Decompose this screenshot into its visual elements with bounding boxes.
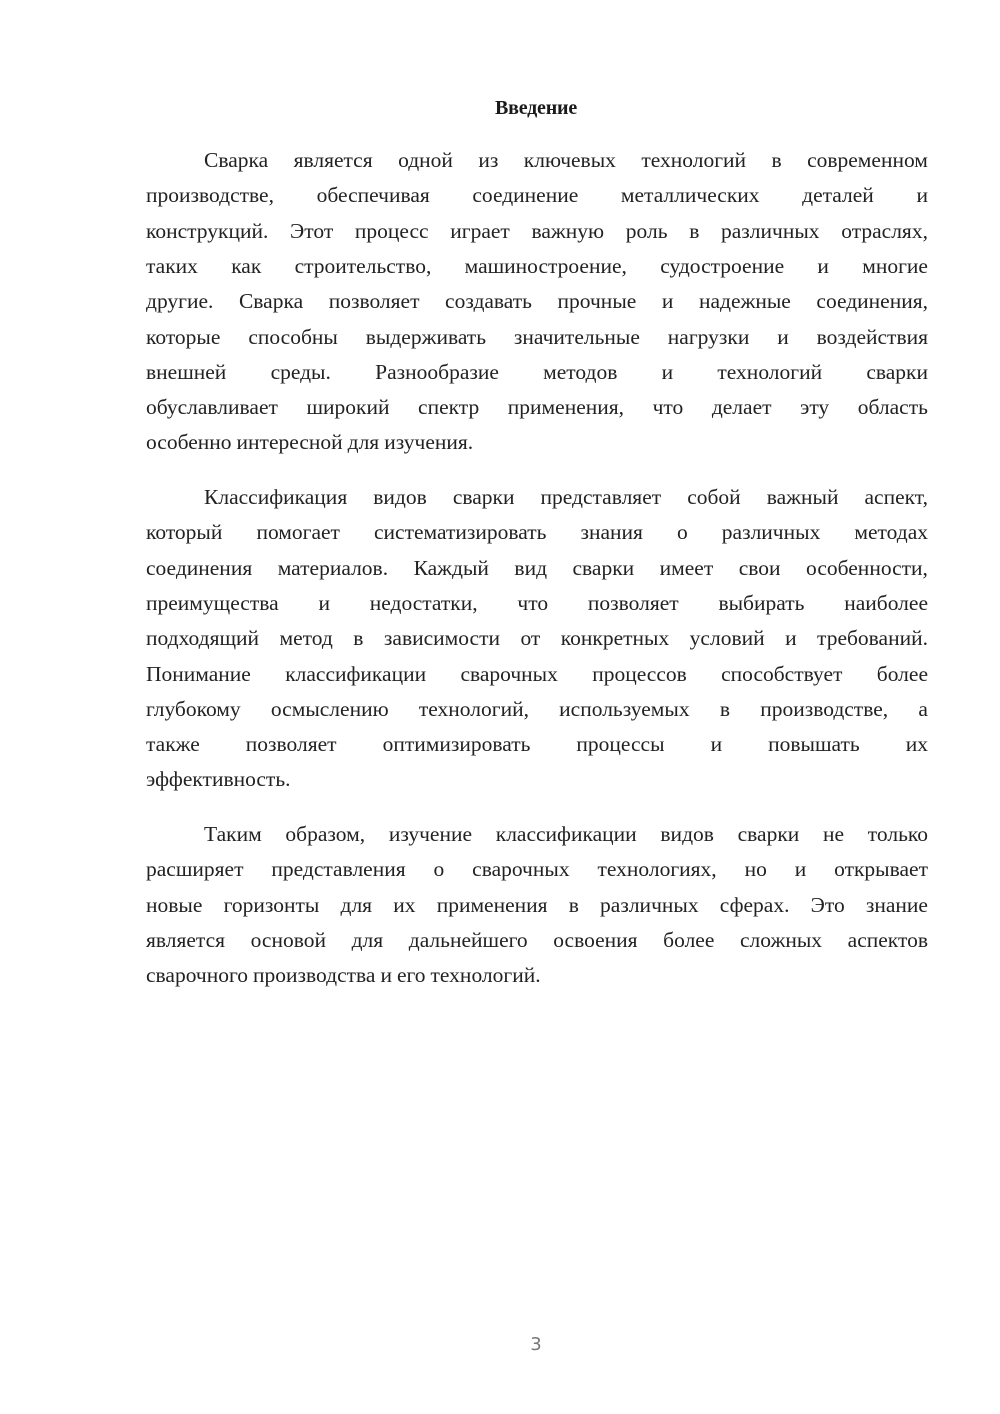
page-number: 3	[530, 1334, 542, 1355]
text-line: Классификация видов сварки представляет собой важный аспект,	[204, 485, 928, 509]
text-line: преимущества и недостатки, что позволяет выбирать наиболее	[146, 590, 928, 615]
text-line: Понимание классификации сварочных процессов способствует более	[146, 661, 928, 686]
text-line: внешней среды. Разнообразие методов и технологий сварки	[146, 359, 928, 384]
text-line: также позволяет оптимизировать процессы и повышать их	[146, 732, 928, 757]
text-line: подходящий метод в зависимости от конкретных условий и требований.	[146, 626, 928, 651]
text-line: новые горизонты для их применения в различных сферах. Это знание	[146, 892, 928, 917]
text-line: другие. Сварка позволяет создавать прочные и надежные соединения,	[146, 289, 928, 314]
text-line: является основой для дальнейшего освоения более сложных аспектов	[146, 927, 928, 952]
text-line: конструкций. Этот процесс играет важную роль в различных отраслях,	[146, 218, 928, 243]
text-line: особенно интересной для изучения.	[146, 430, 474, 455]
text-line: которые способны выдерживать значительные нагрузки и воздействия	[146, 324, 928, 349]
text-line: который помогает систематизировать знания о различных методах	[146, 520, 928, 545]
text-line: производстве, обеспечивая соединение металлических деталей и	[146, 183, 928, 208]
text-line: сварочного производства и его технологий.	[146, 963, 541, 988]
text-line: расширяет представления о сварочных технологиях, но и открывает	[146, 857, 928, 882]
text-line: глубокому осмыслению технологий, используемых в производстве, а	[146, 696, 928, 721]
text-line: Таким образом, изучение классификации видов сварки не только	[204, 822, 928, 846]
section-title: Введение	[494, 97, 578, 119]
text-line: эффективность.	[146, 767, 291, 792]
text-line: соединения материалов. Каждый вид сварки имеет свои особенности,	[146, 555, 928, 580]
text-line: таких как строительство, машиностроение, судостроение и многие	[146, 253, 928, 278]
text-line: Сварка является одной из ключевых технологий в современном	[204, 148, 928, 172]
text-line: обуславливает широкий спектр применения, что делает эту область	[146, 395, 928, 420]
